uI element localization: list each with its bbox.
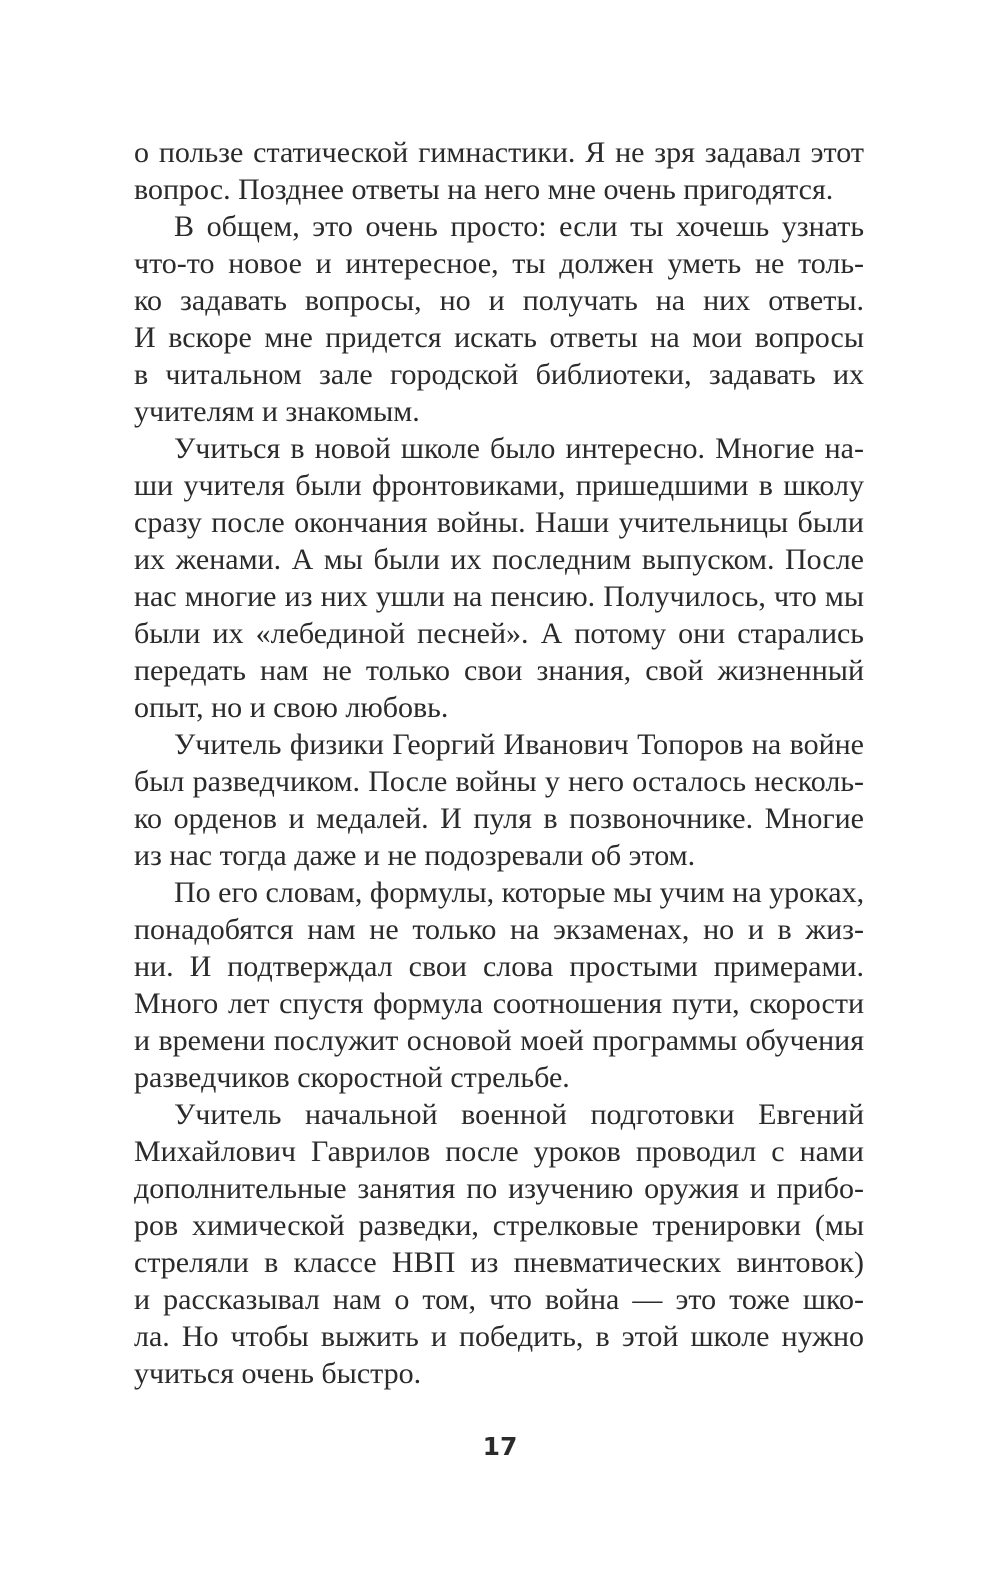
text-line: что-то новое и интересное, ты должен уметь не толь- (134, 247, 864, 280)
text-line: понадобятся нам не только на экзаменах, но и в жиз- (134, 913, 864, 946)
text-line: В общем, это очень просто: если ты хочешь узнать (174, 210, 864, 243)
text-line: Учитель физики Георгий Иванович Топоров на войне (174, 728, 864, 761)
text-line: ши учителя были фронтовиками, пришедшими в школу (134, 469, 864, 502)
text-line: о пользе статической гимнастики. Я не зря задавал этот (134, 136, 864, 169)
text-line: учиться очень быстро. (134, 1357, 422, 1390)
text-line: И вскоре мне придется искать ответы на мои вопросы (134, 321, 864, 354)
text-line: из нас тогда даже и не подозревали об этом. (134, 839, 696, 872)
text-line: По его словам, формулы, которые мы учим на уроках, (174, 876, 865, 909)
text-line: нас многие из них ушли на пенсию. Получилось, что мы (134, 580, 864, 613)
paragraph (134, 430, 864, 726)
paragraph (134, 134, 864, 208)
paragraph (134, 726, 864, 874)
text-line: ко орденов и медалей. И пуля в позвоночнике. Многие (134, 802, 864, 835)
paragraph (134, 1096, 864, 1392)
page-number: 17 (482, 1432, 518, 1461)
body-text (134, 134, 864, 1392)
text-line: их женами. А мы были их последним выпуском. После (134, 543, 864, 576)
text-line: дополнительные занятия по изучению оружия и прибо- (134, 1172, 864, 1205)
text-line: был разведчиком. После войны у него осталось несколь- (134, 765, 864, 798)
text-line: Много лет спустя формула соотношения пути, скорости (134, 987, 864, 1020)
text-line: Учиться в новой школе было интересно. Многие на- (174, 432, 864, 465)
text-line: ла. Но чтобы выжить и победить, в этой школе нужно (134, 1320, 864, 1353)
text-line: стреляли в классе НВП из пневматических винтовок) (134, 1246, 864, 1279)
text-line: в читальном зале городской библиотеки, задавать их (134, 358, 864, 391)
text-line: и рассказывал нам о том, что война — это тоже шко- (134, 1283, 864, 1316)
text-line: передать нам не только свои знания, свой жизненный (134, 654, 864, 687)
text-line: вопрос. Позднее ответы на него мне очень пригодятся. (134, 173, 834, 206)
text-line: опыт, но и свою любовь. (134, 691, 449, 724)
text-line: ни. И подтверждал свои слова простыми примерами. (134, 950, 864, 983)
text-line: разведчиков скоростной стрельбе. (134, 1061, 570, 1094)
text-line: Учитель начальной военной подготовки Евгений (174, 1098, 864, 1131)
text-line: ров химической разведки, стрелковые тренировки (мы (134, 1209, 864, 1242)
text-line: и времени послужит основой моей программы обучения (134, 1024, 864, 1057)
text-line: сразу после окончания войны. Наши учительницы были (134, 506, 864, 539)
text-line: Михайлович Гаврилов после уроков проводил с нами (134, 1135, 864, 1168)
paragraph (134, 874, 864, 1096)
text-line: ко задавать вопросы, но и получать на них ответы. (134, 284, 864, 317)
paragraph (134, 208, 864, 430)
text-line: учителям и знакомым. (134, 395, 420, 428)
text-line: были их «лебединой песней». А потому они старались (134, 617, 864, 650)
